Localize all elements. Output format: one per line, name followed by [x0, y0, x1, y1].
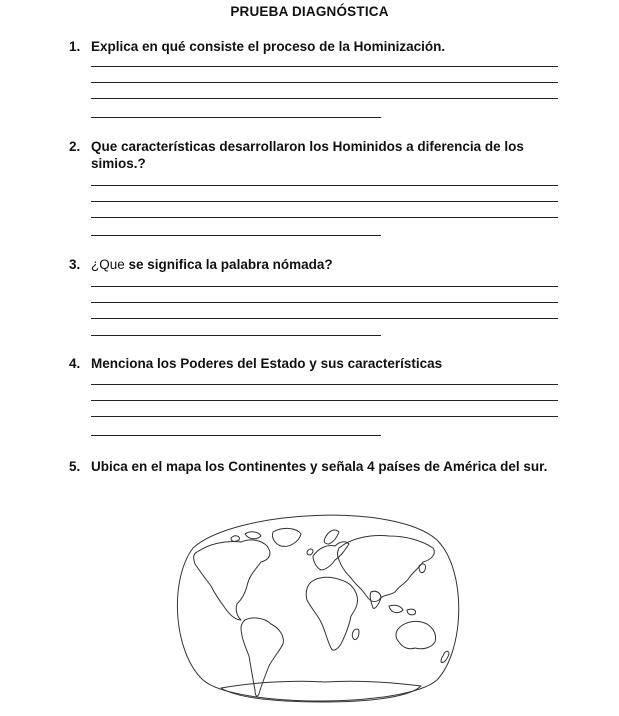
question-text: Menciona los Poderes del Estado y sus características [91, 356, 443, 371]
answer-line[interactable] [91, 98, 558, 99]
question-number: 4. [69, 356, 81, 371]
answer-line[interactable] [91, 302, 558, 303]
new-zealand-outline [441, 651, 449, 662]
madagascar-outline [352, 629, 359, 640]
answer-line[interactable] [91, 217, 558, 218]
answer-line[interactable] [91, 117, 381, 118]
question-text: Ubica en el mapa los Continentes y señala 4 países de América del sur. [91, 459, 548, 474]
answer-line[interactable] [91, 335, 381, 336]
north-america-outline [194, 540, 270, 620]
greenland-outline [272, 528, 301, 546]
canada-islands-outline [231, 532, 261, 541]
answer-line[interactable] [91, 416, 558, 417]
answer-line[interactable] [91, 318, 558, 319]
australia-outline [396, 621, 436, 648]
answer-line[interactable] [91, 235, 381, 236]
europe-outline [313, 542, 349, 570]
question-prefix: ¿Que [91, 257, 125, 272]
antarctica-outline [221, 681, 421, 702]
africa-outline [306, 577, 357, 650]
world-map-image[interactable] [175, 500, 465, 710]
asia-outline [338, 536, 435, 602]
southeast-asia-islands-outline [389, 605, 416, 615]
question-number: 5. [69, 459, 81, 474]
answer-line[interactable] [91, 66, 558, 67]
answer-line[interactable] [91, 400, 558, 401]
answer-line[interactable] [91, 201, 558, 202]
answer-line[interactable] [91, 435, 381, 436]
answer-line[interactable] [91, 185, 558, 186]
question-number: 2. [69, 139, 81, 154]
question-text: se significa la palabra nómada? [124, 257, 333, 272]
question-number: 3. [69, 257, 81, 272]
answer-line[interactable] [91, 384, 558, 385]
uk-outline [307, 549, 313, 555]
scandinavia-outline [324, 530, 339, 544]
japan-outline [419, 564, 426, 573]
question-text: Explica en qué consiste el proceso de la Hominización. [91, 39, 446, 54]
page-title: PRUEBA DIAGNÓSTICA [230, 4, 389, 19]
answer-line[interactable] [91, 82, 558, 83]
question-text: Que características desarrollaron los Hominidos a diferencia de los simios.? [91, 139, 524, 171]
question-number: 1. [69, 39, 81, 54]
answer-line[interactable] [91, 286, 558, 287]
